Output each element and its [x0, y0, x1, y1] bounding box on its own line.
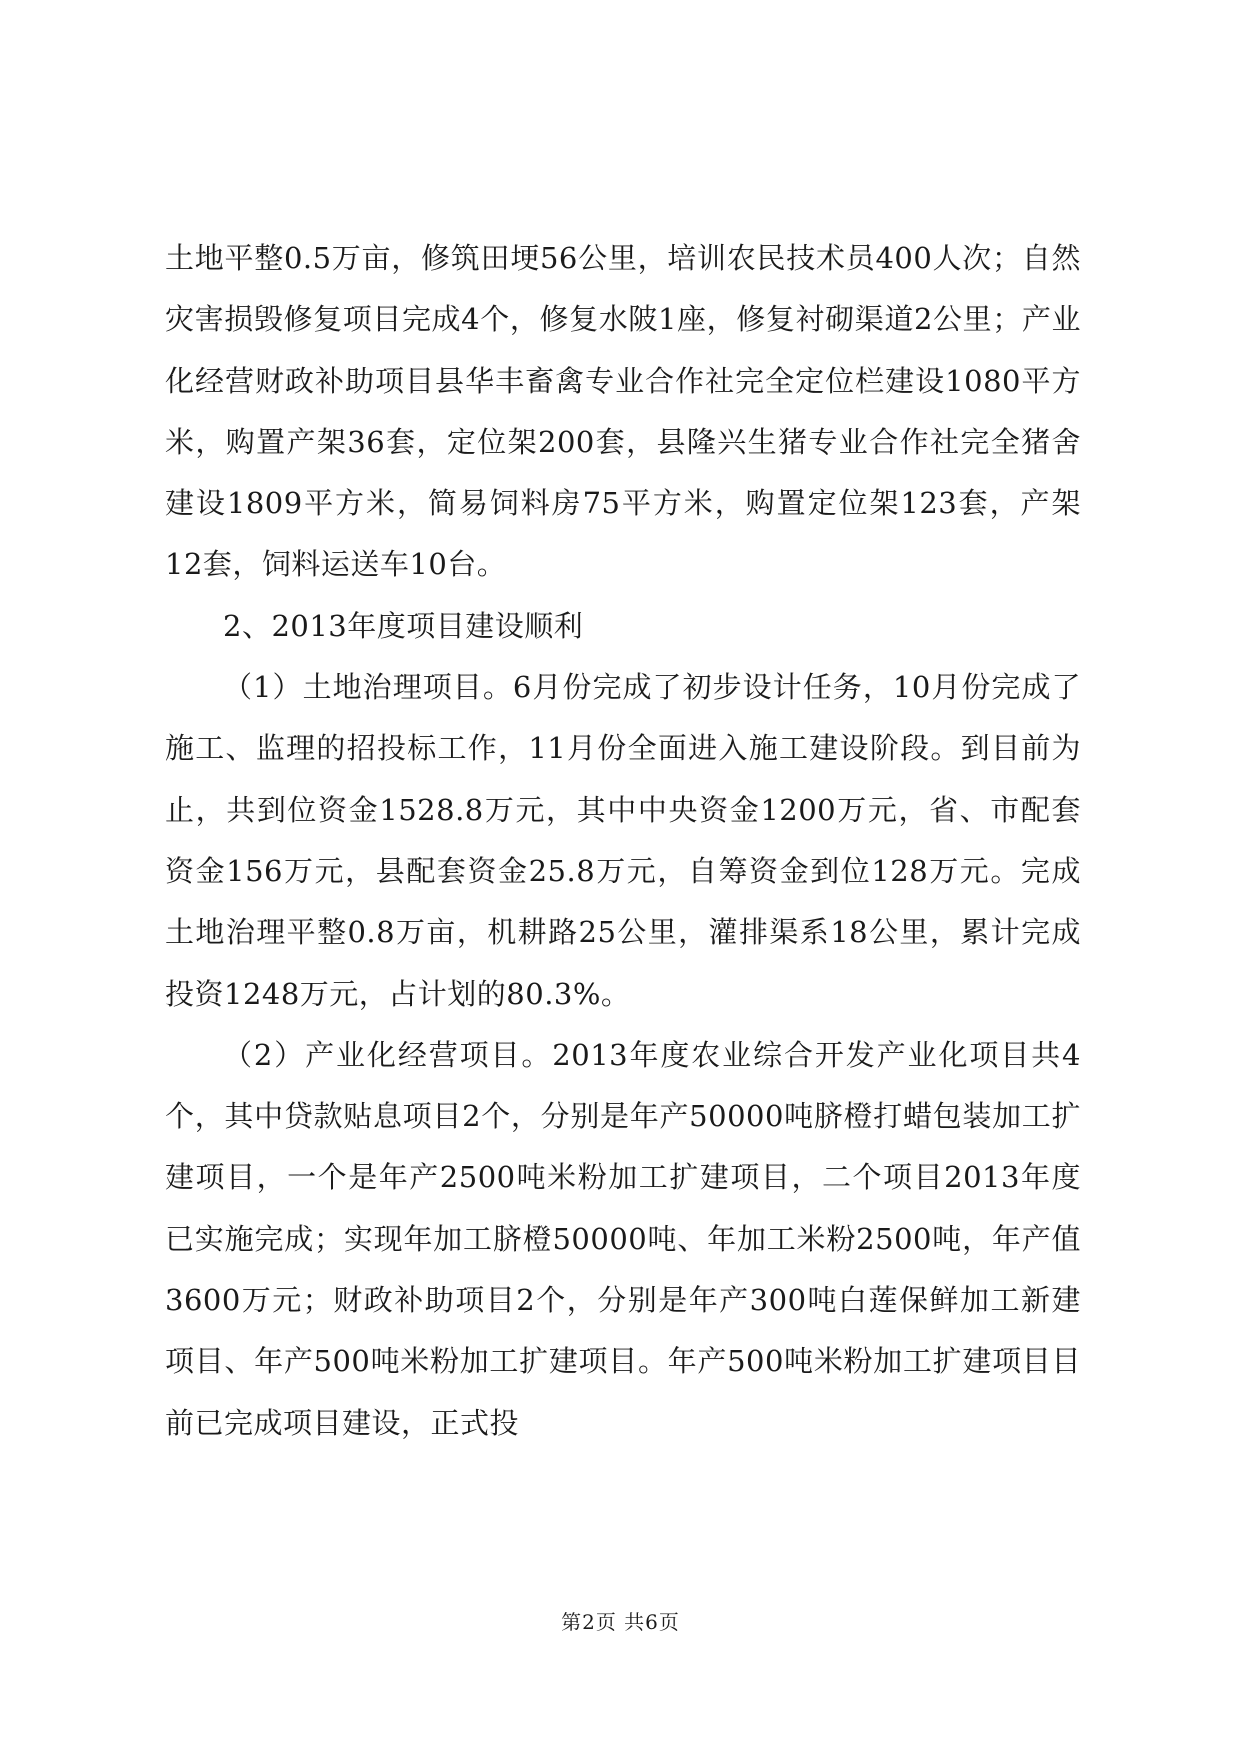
paragraph-1: 土地平整0.5万亩，修筑田埂56公里，培训农民技术员400人次；自然灾害损毁修复项目完成4个，修复水陂1座，修复衬砌渠道2公里；产业化经营财政补助项目县华丰畜禽专业合作社完全定位栏建设1080平方米，购置产架36套，定位架200套，县隆兴生猪专业合作社完全猪舍建设1809平方米，简易饲料房75平方米，购置定位架123套，产架12套，饲料运送车10台。: [165, 241, 1081, 582]
paragraph-3: （1）土地治理项目。6月份完成了初步设计任务，10月份完成了施工、监理的招投标工作，11月份全面进入施工建设阶段。到目前为止，共到位资金1528.8万元，其中中央资金1200万元，省、市配套资金156万元，县配套资金25.8万元，自筹资金到位128万元。完成土地治理平整0.8万亩，机耕路25公里，灌排渠系18公里，累计完成投资1248万元，占计划的80.3%。: [165, 670, 1081, 1011]
paragraph-2-heading: 2、2013年度项目建设顺利: [223, 608, 584, 643]
document-body: [165, 228, 1081, 1454]
page-number: 第2页 共6页: [561, 1610, 680, 1634]
page-footer: [0, 1608, 1241, 1636]
paragraph-4: （2）产业化经营项目。2013年度农业综合开发产业化项目共4个，其中贷款贴息项目2个，分别是年产50000吨脐橙打蜡包装加工扩建项目，一个是年产2500吨米粉加工扩建项目，二个项目2013年度已实施完成；实现年加工脐橙50000吨、年加工米粉2500吨，年产值3600万元；财政补助项目2个，分别是年产300吨白莲保鲜加工新建项目、年产500吨米粉加工扩建项目。年产500吨米粉加工扩建项目目前已完成项目建设，正式投: [165, 1037, 1081, 1440]
